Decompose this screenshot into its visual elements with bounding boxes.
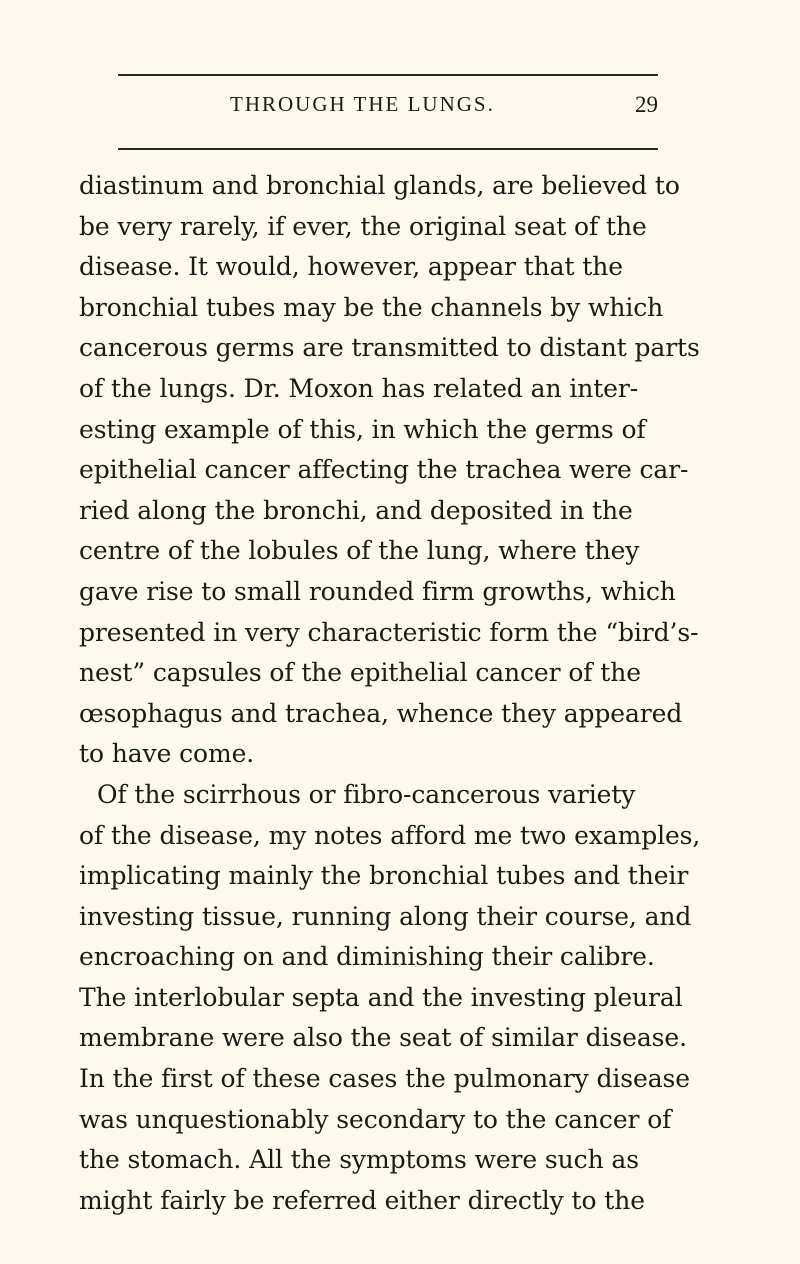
- text-line: œsophagus and trachea, whence they appeared: [79, 698, 683, 728]
- text-line: of the lungs. Dr. Moxon has related an inter-: [79, 373, 639, 403]
- text-line: implicating mainly the bronchial tubes and their: [79, 861, 689, 891]
- paragraph-start-line: Of the scirrhous or fibro-cancerous variety: [97, 779, 636, 809]
- text-line: investing tissue, running along their course, and: [79, 901, 692, 931]
- text-line: be very rarely, if ever, the original seat of the: [79, 211, 647, 241]
- text-line: might fairly be referred either directly to the: [79, 1185, 645, 1215]
- text-line: ried along the bronchi, and deposited in the: [79, 495, 633, 525]
- text-line: esting example of this, in which the germs of: [79, 414, 646, 444]
- text-line: diastinum and bronchial glands, are believed to: [79, 171, 680, 200]
- header-rule: [118, 148, 658, 150]
- text-line: presented in very characteristic form the “bird’s-: [79, 617, 699, 647]
- text-line: centre of the lobules of the lung, where they: [79, 536, 640, 566]
- text-line: to have come.: [79, 739, 255, 769]
- body-text: [79, 166, 701, 1221]
- text-line: In the first of these cases the pulmonary disease: [79, 1064, 690, 1094]
- page-header: [118, 92, 658, 124]
- text-line: epithelial cancer affecting the trachea were car-: [79, 455, 689, 485]
- text-line: The interlobular septa and the investing pleural: [79, 982, 683, 1012]
- text-line: disease. It would, however, appear that the: [79, 252, 623, 282]
- text-line: cancerous germs are transmitted to distant parts: [79, 333, 700, 363]
- text-line: nest” capsules of the epithelial cancer of the: [79, 658, 641, 688]
- text-line: of the disease, my notes afford me two examples,: [79, 820, 701, 850]
- text-line: gave rise to small rounded firm growths, which: [79, 576, 676, 606]
- text-line: was unquestionably secondary to the cancer of: [79, 1104, 672, 1134]
- text-line: bronchial tubes may be the channels by which: [79, 292, 664, 322]
- text-line: membrane were also the seat of similar disease.: [79, 1023, 687, 1053]
- text-line: the stomach. All the symptoms were such as: [79, 1145, 639, 1175]
- text-line: encroaching on and diminishing their calibre.: [79, 942, 655, 972]
- page-number: 29: [635, 92, 658, 117]
- top-rule: [118, 74, 658, 76]
- running-head: THROUGH THE LUNGS.: [230, 92, 495, 116]
